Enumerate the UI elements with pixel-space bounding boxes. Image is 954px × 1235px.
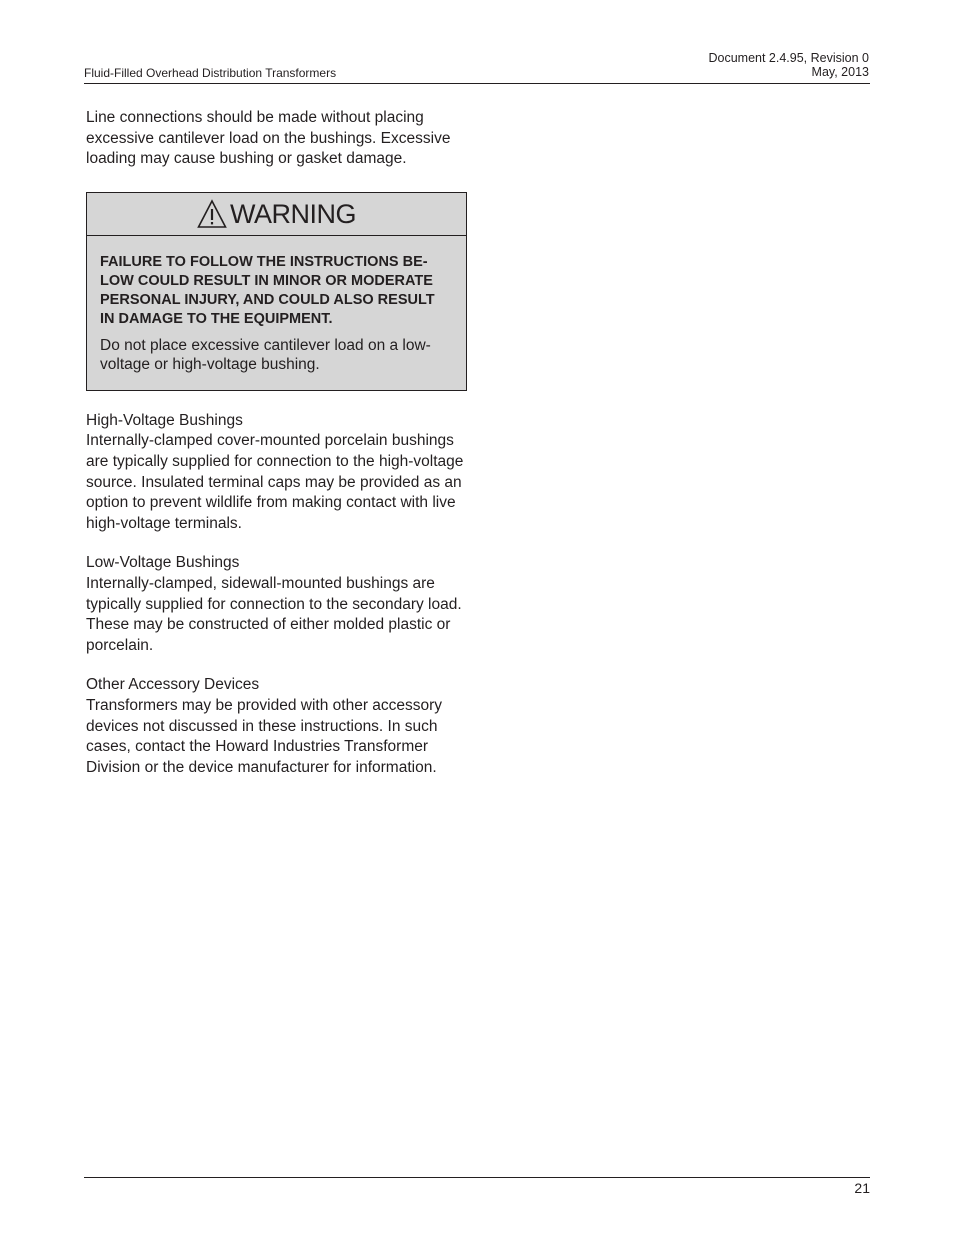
intro-paragraph: Line connections should be made without placing excessive cantilever load on the bushings. Excessive loading may cause bushing or gasket damage. bbox=[86, 109, 451, 168]
footer-divider bbox=[84, 1177, 870, 1178]
section-low-voltage-bushings bbox=[86, 553, 472, 656]
section-heading: High-Voltage Bushings bbox=[86, 411, 243, 429]
warning-triangle-icon bbox=[197, 199, 227, 229]
warning-box bbox=[86, 192, 467, 391]
warning-text: Do not place excessive cantilever load on a low-voltage or high-voltage bushing. bbox=[100, 336, 431, 374]
header-divider bbox=[84, 83, 870, 84]
page-number: 21 bbox=[854, 1180, 870, 1196]
section-text: Transformers may be provided with other accessory devices not discussed in these instructions. In such cases, contact the Howard Industries Transformer Division or the device manufacturer for information. bbox=[86, 696, 443, 776]
section-heading: Low-Voltage Bushings bbox=[86, 554, 240, 572]
warning-title: WARNING bbox=[230, 198, 356, 229]
section-other-accessory-devices bbox=[86, 675, 472, 778]
header-document-info bbox=[708, 51, 869, 79]
header-title: Fluid-Filled Overhead Distribution Transformers bbox=[84, 66, 337, 80]
section-text: Internally-clamped cover-mounted porcelain bushings are typically supplied for connection to the high-voltage source. Insulated terminal caps may be provided as an option to prevent wildlife from making contact with live high-voltage terminals. bbox=[86, 432, 464, 532]
section-text: Internally-clamped, sidewall-mounted bushings are typically supplied for connection to the secondary load. These may be constructed of either molded plastic or porcelain. bbox=[86, 574, 462, 654]
warning-body bbox=[87, 236, 466, 390]
header-date: May, 2013 bbox=[811, 65, 869, 79]
main-column bbox=[86, 108, 472, 778]
warning-header bbox=[87, 193, 466, 236]
section-high-voltage-bushings bbox=[86, 411, 472, 535]
header-document-number: Document 2.4.95, Revision 0 bbox=[708, 51, 869, 65]
warning-caps-text: FAILURE TO FOLLOW THE INSTRUCTIONS BELOW COULD RESULT IN MINOR OR MODERATE PERSONAL INJURY, AND COULD ALSO RESULT IN DAMAGE TO THE EQUIPMENT. bbox=[100, 253, 435, 327]
section-heading: Other Accessory Devices bbox=[86, 676, 260, 694]
